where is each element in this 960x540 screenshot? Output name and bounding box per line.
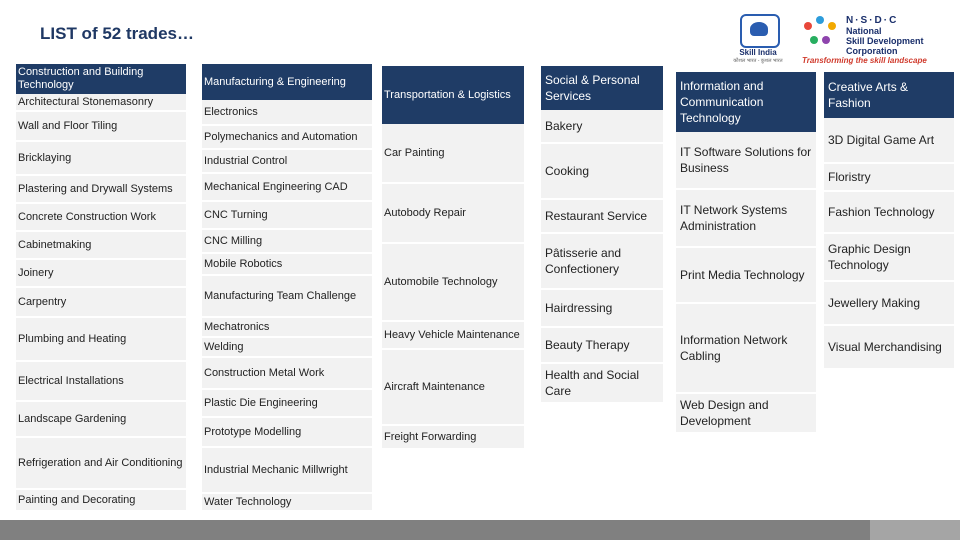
nsdc-tagline: Transforming the skill landscape (802, 56, 927, 65)
trade-item: Industrial Control (202, 150, 372, 174)
trade-item: Cooking (541, 144, 663, 200)
logo-area (730, 12, 950, 72)
trade-item: Refrigeration and Air Conditioning (16, 438, 186, 490)
trade-item: Hairdressing (541, 290, 663, 328)
trade-item: Industrial Mechanic Millwright (202, 448, 372, 494)
trade-item: Welding (202, 338, 372, 358)
footer-accent (870, 520, 960, 540)
trade-item: Freight Forwarding (382, 426, 524, 450)
trade-item: Floristry (824, 164, 954, 192)
column-6-header: Creative Arts & Fashion (824, 72, 954, 118)
trade-item: Carpentry (16, 288, 186, 318)
trade-item: Graphic Design Technology (824, 234, 954, 282)
trade-item: IT Network Systems Administration (676, 190, 816, 248)
trade-item: Landscape Gardening (16, 402, 186, 438)
trade-item: Bakery (541, 110, 663, 144)
trade-item: Restaurant Service (541, 200, 663, 234)
trade-item: Visual Merchandising (824, 326, 954, 370)
trade-item: Autobody Repair (382, 184, 524, 244)
trade-item: Cabinetmaking (16, 232, 186, 260)
trade-item: Wall and Floor Tiling (16, 112, 186, 142)
skill-india-name: Skill India (739, 48, 777, 57)
nsdc-line1: National (846, 26, 882, 36)
column-3-header: Transportation & Logistics (382, 66, 524, 124)
nsdc-figure-icon (802, 16, 842, 58)
column-5-header: Information and Communication Technology (676, 72, 816, 132)
footer-bar (0, 520, 960, 540)
trade-item: Fashion Technology (824, 192, 954, 234)
trade-item: Mobile Robotics (202, 254, 372, 276)
nsdc-line2: Skill Development (846, 36, 924, 46)
nsdc-logo-text (846, 16, 924, 56)
trade-item: Plumbing and Heating (16, 318, 186, 362)
trade-item: Bricklaying (16, 142, 186, 176)
trade-item: CNC Turning (202, 202, 372, 230)
trade-item: Automobile Technology (382, 244, 524, 322)
trade-item: Pâtisserie and Confectionery (541, 234, 663, 290)
page-title: LIST of 52 trades… (40, 24, 194, 43)
trade-item: Concrete Construction Work (16, 204, 186, 232)
trade-item: Web Design and Development (676, 394, 816, 434)
trade-item: Print Media Technology (676, 248, 816, 304)
nsdc-line3: Corporation (846, 46, 898, 56)
trade-item: Water Technology (202, 494, 372, 512)
trade-item: Heavy Vehicle Maintenance (382, 322, 524, 350)
trade-item: Jewellery Making (824, 282, 954, 326)
trade-item: CNC Milling (202, 230, 372, 254)
trade-item: Painting and Decorating (16, 490, 186, 512)
trade-item: Information Network Cabling (676, 304, 816, 394)
trade-item: Plastering and Drywall Systems (16, 176, 186, 204)
trade-item: Aircraft Maintenance (382, 350, 524, 426)
trade-item: Health and Social Care (541, 364, 663, 404)
skill-india-tagline: कौशल भारत - कुशल भारत (733, 58, 783, 64)
trade-item: Joinery (16, 260, 186, 288)
trade-item: Plastic Die Engineering (202, 390, 372, 418)
nsdc-abbr: N·S·D·C (846, 15, 899, 26)
column-4-header: Social & Personal Services (541, 66, 663, 110)
trade-item: Mechanical Engineering CAD (202, 174, 372, 202)
trade-item: Prototype Modelling (202, 418, 372, 448)
column-2-header: Manufacturing & Engineering (202, 64, 372, 100)
column-1-header: Construction and Building Technology (16, 64, 186, 94)
trade-item: Electrical Installations (16, 362, 186, 402)
trade-item: Construction Metal Work (202, 358, 372, 390)
trade-item: Mechatronics (202, 318, 372, 338)
trade-item: Manufacturing Team Challenge (202, 276, 372, 318)
trade-item: Architectural Stonemasonry (16, 94, 186, 112)
skill-india-emblem-icon (740, 14, 780, 48)
trade-item: IT Software Solutions for Business (676, 132, 816, 190)
trade-item: 3D Digital Game Art (824, 118, 954, 164)
trade-item: Electronics (202, 100, 372, 126)
trade-item: Polymechanics and Automation (202, 126, 372, 150)
trade-item: Beauty Therapy (541, 328, 663, 364)
skill-india-logo (730, 12, 786, 68)
trade-item: Car Painting (382, 124, 524, 184)
